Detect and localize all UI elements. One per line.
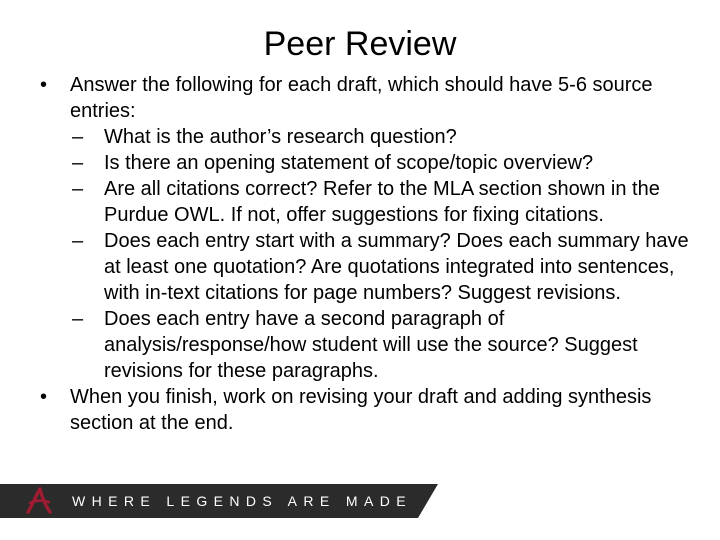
bullet-item xyxy=(36,72,696,124)
sub-bullet-marker: – xyxy=(72,152,84,174)
sub-bullet-item xyxy=(36,176,696,228)
bullet-text: Answer the following for each draft, which should have 5-6 source entries: xyxy=(70,74,653,122)
sub-bullet-item xyxy=(36,228,696,306)
slide-body xyxy=(36,72,696,436)
script-a-logo-icon xyxy=(24,486,54,516)
sub-bullet-marker: – xyxy=(72,126,84,148)
sub-bullet-marker: – xyxy=(72,230,84,252)
sub-bullet-item xyxy=(36,306,696,384)
sub-bullet-list xyxy=(36,124,696,384)
sub-bullet-marker: – xyxy=(72,308,84,330)
slide-title: Peer Review xyxy=(263,25,457,63)
sub-bullet-text: Is there an opening statement of scope/topic overview? xyxy=(104,152,594,174)
sub-bullet-text: Does each entry have a second paragraph of analysis/response/how student will use the source? Suggest revisions for these paragraphs. xyxy=(104,308,638,382)
sub-bullet-item xyxy=(36,124,696,150)
footer-tagline: WHERE LEGENDS ARE MADE xyxy=(72,493,412,509)
bullet-marker: • xyxy=(40,74,48,96)
sub-bullet-text: What is the author’s research question? xyxy=(104,126,457,148)
sub-bullet-text: Does each entry start with a summary? Does each summary have at least one quotation? Are quotations integrated into sentences, with in-text citations for page numbers? Suggest revisions. xyxy=(104,230,689,304)
bullet-item xyxy=(36,384,696,436)
sub-bullet-item xyxy=(36,150,696,176)
sub-bullet-text: Are all citations correct? Refer to the MLA section shown in the Purdue OWL. If not, offer suggestions for fixing citations. xyxy=(104,178,660,226)
bullet-marker: • xyxy=(40,386,48,408)
bullet-text: When you finish, work on revising your draft and adding synthesis section at the end. xyxy=(70,386,652,434)
sub-bullet-marker: – xyxy=(72,178,84,200)
